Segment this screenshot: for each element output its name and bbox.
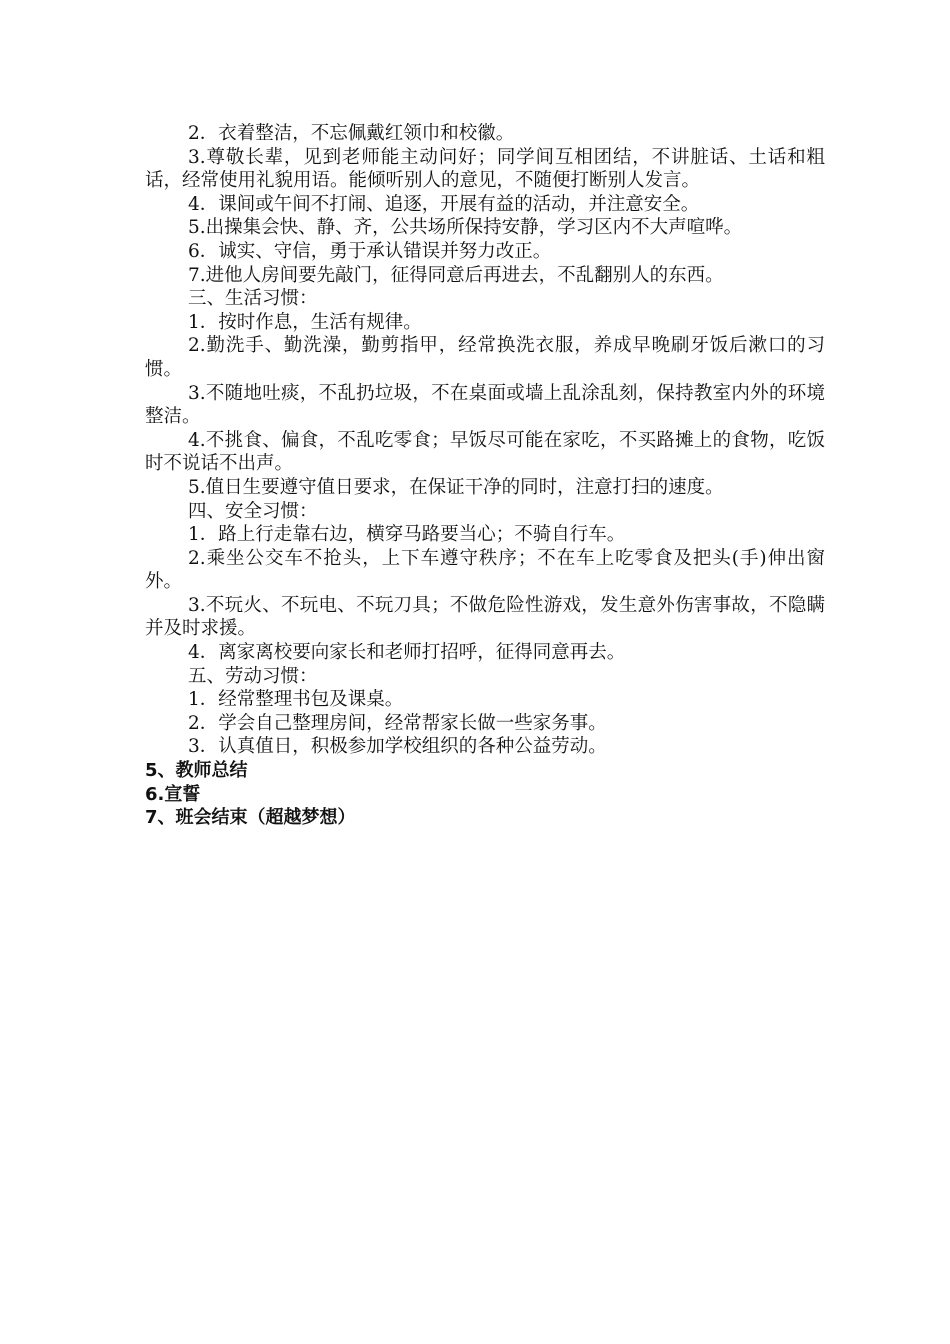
paragraph-dress-neat: 2．衣着整洁，不忘佩戴红领巾和校徽。 (188, 123, 515, 144)
paragraph-tidy-bag: 1．经常整理书包及课桌。 (188, 689, 404, 711)
paragraph-tidy-room: 2．学会自己整理房间，经常帮家长做一些家务事。 (188, 712, 607, 734)
paragraph-honesty: 6．诚实、守信，勇于承认错误并努力改正。 (188, 240, 552, 262)
paragraph-recess-safety: 4．课间或午间不打闹、追逐，开展有益的活动，并注意安全。 (188, 193, 700, 215)
heading-oath: 6.宣誓 (145, 783, 201, 805)
paragraph-respect-elders: 3.尊敬长辈，见到老师能主动问好；同学间互相团结，不讲脏话、土话和粗话，经常使用礼貌用语。能倾听别人的意见，不随便打断别人发言。 (145, 146, 825, 192)
section-heading-labor-habits: 五、劳动习惯： (188, 665, 318, 687)
paragraph-road-safety: 1．路上行走靠右边，横穿马路要当心；不骑自行车。 (188, 524, 626, 546)
heading-meeting-end: 7、班会结束（超越梦想） (145, 807, 356, 829)
paragraph-public-labor: 3．认真值日，积极参加学校组织的各种公益劳动。 (188, 736, 607, 758)
paragraph-no-fire: 3.不玩火、不玩电、不玩刀具；不做危险性游戏，发生意外伤害事故，不隐瞒并及时求援。 (145, 594, 825, 640)
paragraph-assembly-quiet: 5.出操集会快、静、齐，公共场所保持安静，学习区内不大声喧哗。 (188, 217, 743, 239)
section-heading-life-habits: 三、生活习惯： (188, 288, 318, 310)
paragraph-duty-student: 5.值日生要遵守值日要求，在保证干净的同时，注意打扫的速度。 (188, 476, 724, 498)
paragraph-bus-safety: 2.乘坐公交车不抢头，上下车遵守秩序；不在车上吃零食及把头(手)伸出窗外。 (145, 547, 825, 593)
paragraph-schedule: 1．按时作息，生活有规律。 (188, 311, 422, 333)
paragraph-eating: 4.不挑食、偏食，不乱吃零食；早饭尽可能在家吃，不买路摊上的食物，吃饭时不说话不出声。 (145, 429, 825, 475)
paragraph-leave-notice: 4．离家离校要向家长和老师打招呼，征得同意再去。 (188, 642, 626, 664)
document-page (145, 122, 825, 830)
paragraph-hygiene: 2.勤洗手、勤洗澡，勤剪指甲，经常换洗衣服，养成早晚刷牙饭后漱口的习惯。 (145, 335, 825, 380)
paragraph-no-litter: 3.不随地吐痰，不乱扔垃圾，不在桌面或墙上乱涂乱刻，保持教室内外的环境整洁。 (145, 382, 825, 428)
heading-teacher-summary: 5、教师总结 (145, 760, 248, 782)
paragraph-knock-door: 7.进他人房间要先敲门，征得同意后再进去，不乱翻别人的东西。 (188, 264, 724, 286)
section-heading-safety-habits: 四、安全习惯： (188, 500, 318, 522)
